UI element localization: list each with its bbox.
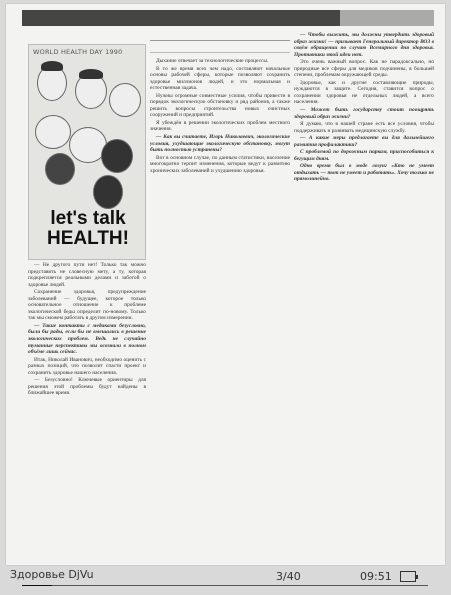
- paragraph: Сохранение здоровья, предупреждение заболеваний — будущее, которое только основательное отношение к проблеме экологической беды определит по-новому. Только так мы сможем работать в другом измерении.: [28, 289, 146, 322]
- world-health-day-illustration: [28, 44, 146, 260]
- reading-progress-track: [22, 585, 428, 586]
- paragraph: Я думаю, что в нашей стране есть все условия, чтобы поддерживать и развивать медицинскую службу.: [294, 121, 434, 134]
- column-rule: [150, 40, 290, 41]
- reader-status-bar: [0, 565, 451, 595]
- paragraph: Я убеждён в решении экологических проблем местного значения.: [150, 119, 290, 133]
- paragraph: — Как вы считаете, Игорь Николаевич, экологические условия, ухудшающие экологическую обстановку, могут быть полностью устранены?: [150, 134, 290, 154]
- face-drawing: [45, 153, 75, 185]
- paragraph: — Такие контакты с медиками безусловно, были бы рады, если бы не вмешались в решение экологических проблем. Ведь не случайно туманные перспективы мы осознали в полном объёме лишь сейчас.: [28, 322, 146, 356]
- paragraph: — Не другого пути нет! Только так можно представить не словесную мету, а ту, которая подкрепляется реальными делами и заботой о здоровье людей.: [28, 262, 146, 288]
- clock: 09:51: [360, 570, 392, 583]
- paragraph: Одно время был в моде лозунг «Кто не умеет отдыхать — тот не умеет и работать». Хочу только не прямолинейно.: [294, 163, 434, 183]
- text-column-1: [28, 262, 146, 552]
- document-title: Здоровье DjVu: [10, 568, 94, 581]
- paragraph: Вот в основном случае, по данным статистики, население многократно терпит изменения, которые ведут к развитию хронических заболеваний и ухудшению здоровья.: [150, 154, 290, 174]
- illustration-slogan: let's talk HEALTH!: [47, 208, 129, 249]
- page-counter[interactable]: 3/40: [276, 570, 301, 583]
- face-drawing: [101, 139, 133, 173]
- paragraph: В то же время всех чем надо, составляют начальные основы рабочей сферы, которые позволяют сохранить здоровье миллионов людей, и это нормальная и естественная задача.: [150, 65, 290, 92]
- text-column-2: [150, 58, 290, 552]
- column-rule-secondary: [150, 52, 290, 53]
- hair-drawing: [79, 69, 103, 79]
- battery-icon: [400, 571, 416, 582]
- paragraph: Нужны огромные совместные усилия, чтобы привести в порядок экологическую обстановку и ряд районов, а также решить вопросы строительства новых очистных сооружений и предприятий.: [150, 92, 290, 119]
- paragraph: С проблемой по дорожным паркам, приспособиться к бегущим дням.: [294, 149, 434, 162]
- paragraph: Дыхание отвечает за технологические процессы.: [156, 58, 269, 64]
- paragraph: — А какие меры предлагаете вы для дальнейшего развития профилактики?: [294, 135, 434, 148]
- text-column-3: [294, 32, 434, 552]
- paragraph: Здоровье, как и другие составляющие природы, нуждаются в защите. Сегодня, ставится вопрос о сохранении здоровья не отдельных людей, а всего населения.: [294, 79, 434, 106]
- header-bar-light-section: [340, 10, 434, 26]
- paragraph: — Может быть государству стоит поощрять здоровый образ жизни?: [294, 107, 434, 120]
- face-drawing: [109, 83, 141, 117]
- paragraph: — Чтобы выжить, мы должны утвердить здоровый образ жизни! — призывает Генеральный директор ВОЗ в своём обращении по случаю Всемирного дня здоровья. Противники этой идеи нет.: [294, 32, 434, 58]
- hair-drawing: [41, 61, 63, 71]
- reading-progress-fill: [22, 585, 52, 586]
- face-drawing: [35, 115, 71, 149]
- illustration-caption: WORLD HEALTH DAY 1990: [33, 48, 123, 56]
- paragraph: Итак, Николай Иванович, необходимо оценить с разных позиций, что позволит спасти проект и сохранить здоровье нашего населения.: [28, 356, 146, 376]
- paragraph: Это очень важный вопрос. Как не парадоксально, но природные все сферы для медиков подчинены, в большей степени, проблемам окружающей среды.: [294, 59, 434, 79]
- paragraph: — Безусловно! Ключевые ориентиры для решения этой проблемы будут найдены в ближайшее время.: [28, 377, 146, 397]
- face-drawing: [93, 175, 123, 209]
- header-bar: [22, 10, 434, 26]
